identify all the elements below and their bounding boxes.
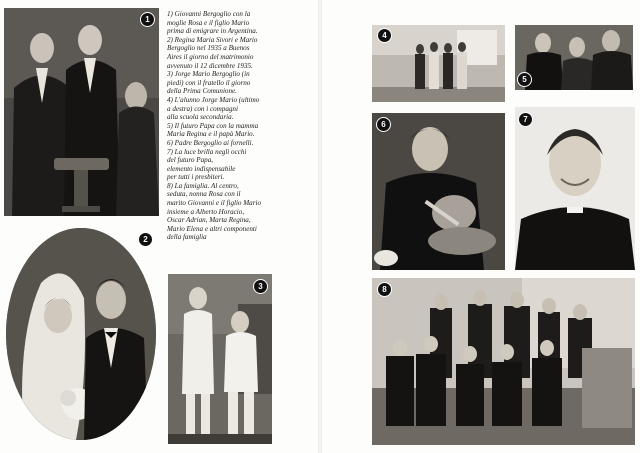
photo-1-family-portrait (4, 8, 159, 216)
photo-3-number-badge: 3 (254, 280, 267, 293)
caption-line: 6) Padre Bergoglio ai fornelli. (167, 138, 254, 147)
caption-line: a destra) con i compagni (167, 104, 238, 113)
photo-2-image (6, 228, 156, 440)
photo-2-wedding (6, 228, 156, 440)
caption-line: Aires il giorno del matrimonio (167, 52, 254, 61)
photo-8-number-badge: 8 (378, 283, 391, 296)
caption-line: per tutti i presbiteri. (167, 173, 225, 182)
photo-8-family-group (372, 278, 635, 445)
photo-1-number-badge: 1 (141, 13, 154, 26)
caption-line: seduta, nonna Rosa con il (167, 190, 241, 199)
caption-line: della Prima Comunione. (167, 87, 237, 96)
photo-5-image (515, 25, 633, 90)
caption-line: della famiglia (167, 233, 207, 242)
photo-3-image (168, 274, 272, 444)
photo-7-portrait (515, 107, 635, 270)
caption-line: 3) Jorge Mario Bergoglio (in (167, 70, 250, 79)
photo-7-number-badge: 7 (519, 113, 532, 126)
photo-4-number-badge: 4 (378, 29, 391, 42)
photo-2-number-badge: 2 (139, 233, 152, 246)
photo-5-number-badge: 5 (518, 73, 531, 86)
photo-8-image (372, 278, 635, 445)
caption-line: Bergoglio nel 1935 a Buenos (167, 44, 250, 53)
photo-6-at-the-stove (372, 113, 505, 270)
caption-line: 7) La luce brilla negli occhi (167, 147, 247, 156)
photo-7-image (515, 107, 635, 270)
caption-line: marito Giovanni e il figlio Mario (167, 199, 261, 208)
caption-line: 1) Giovanni Bergoglio con la (167, 10, 251, 18)
caption-line: moglie Rosa e il figlio Mario (167, 18, 250, 27)
photo-5-with-parents (515, 25, 633, 90)
caption-line: piedi) con il fratello il giorno (167, 78, 251, 87)
caption-line: elemento indispensabile (167, 164, 236, 173)
caption-line: del futuro Papa, (167, 156, 214, 165)
caption-line: Mario Elena e altri componenti (167, 224, 257, 233)
photo-captions (167, 10, 319, 242)
caption-line: insieme a Alberto Horacio, (167, 207, 245, 216)
caption-line: prima di emigrare in Argentina. (167, 27, 258, 36)
photo-4-classmates (372, 25, 505, 102)
caption-line: 2) Regina Maria Sivori e Mario (167, 35, 258, 44)
photo-3-first-communion (168, 274, 272, 444)
caption-line: 8) La famiglia. Al centro, (167, 181, 239, 190)
caption-line: 4) L'alunno Jorge Mario (ultimo (167, 95, 260, 104)
caption-line: 5) Il futuro Papa con la mamma (167, 121, 259, 130)
photo-6-image (372, 113, 505, 270)
photo-6-number-badge: 6 (377, 118, 390, 131)
caption-line: alla scuola secondaria. (167, 113, 234, 122)
photo-1-image (4, 8, 159, 216)
caption-line: avvenuto il 12 dicembre 1935. (167, 61, 253, 70)
photo-4-image (372, 25, 505, 102)
caption-line: Maria Regina e il papà Mario. (167, 130, 255, 139)
page-gutter (318, 0, 322, 453)
caption-line: Oscar Adrian, Marta Regina, (167, 216, 251, 225)
